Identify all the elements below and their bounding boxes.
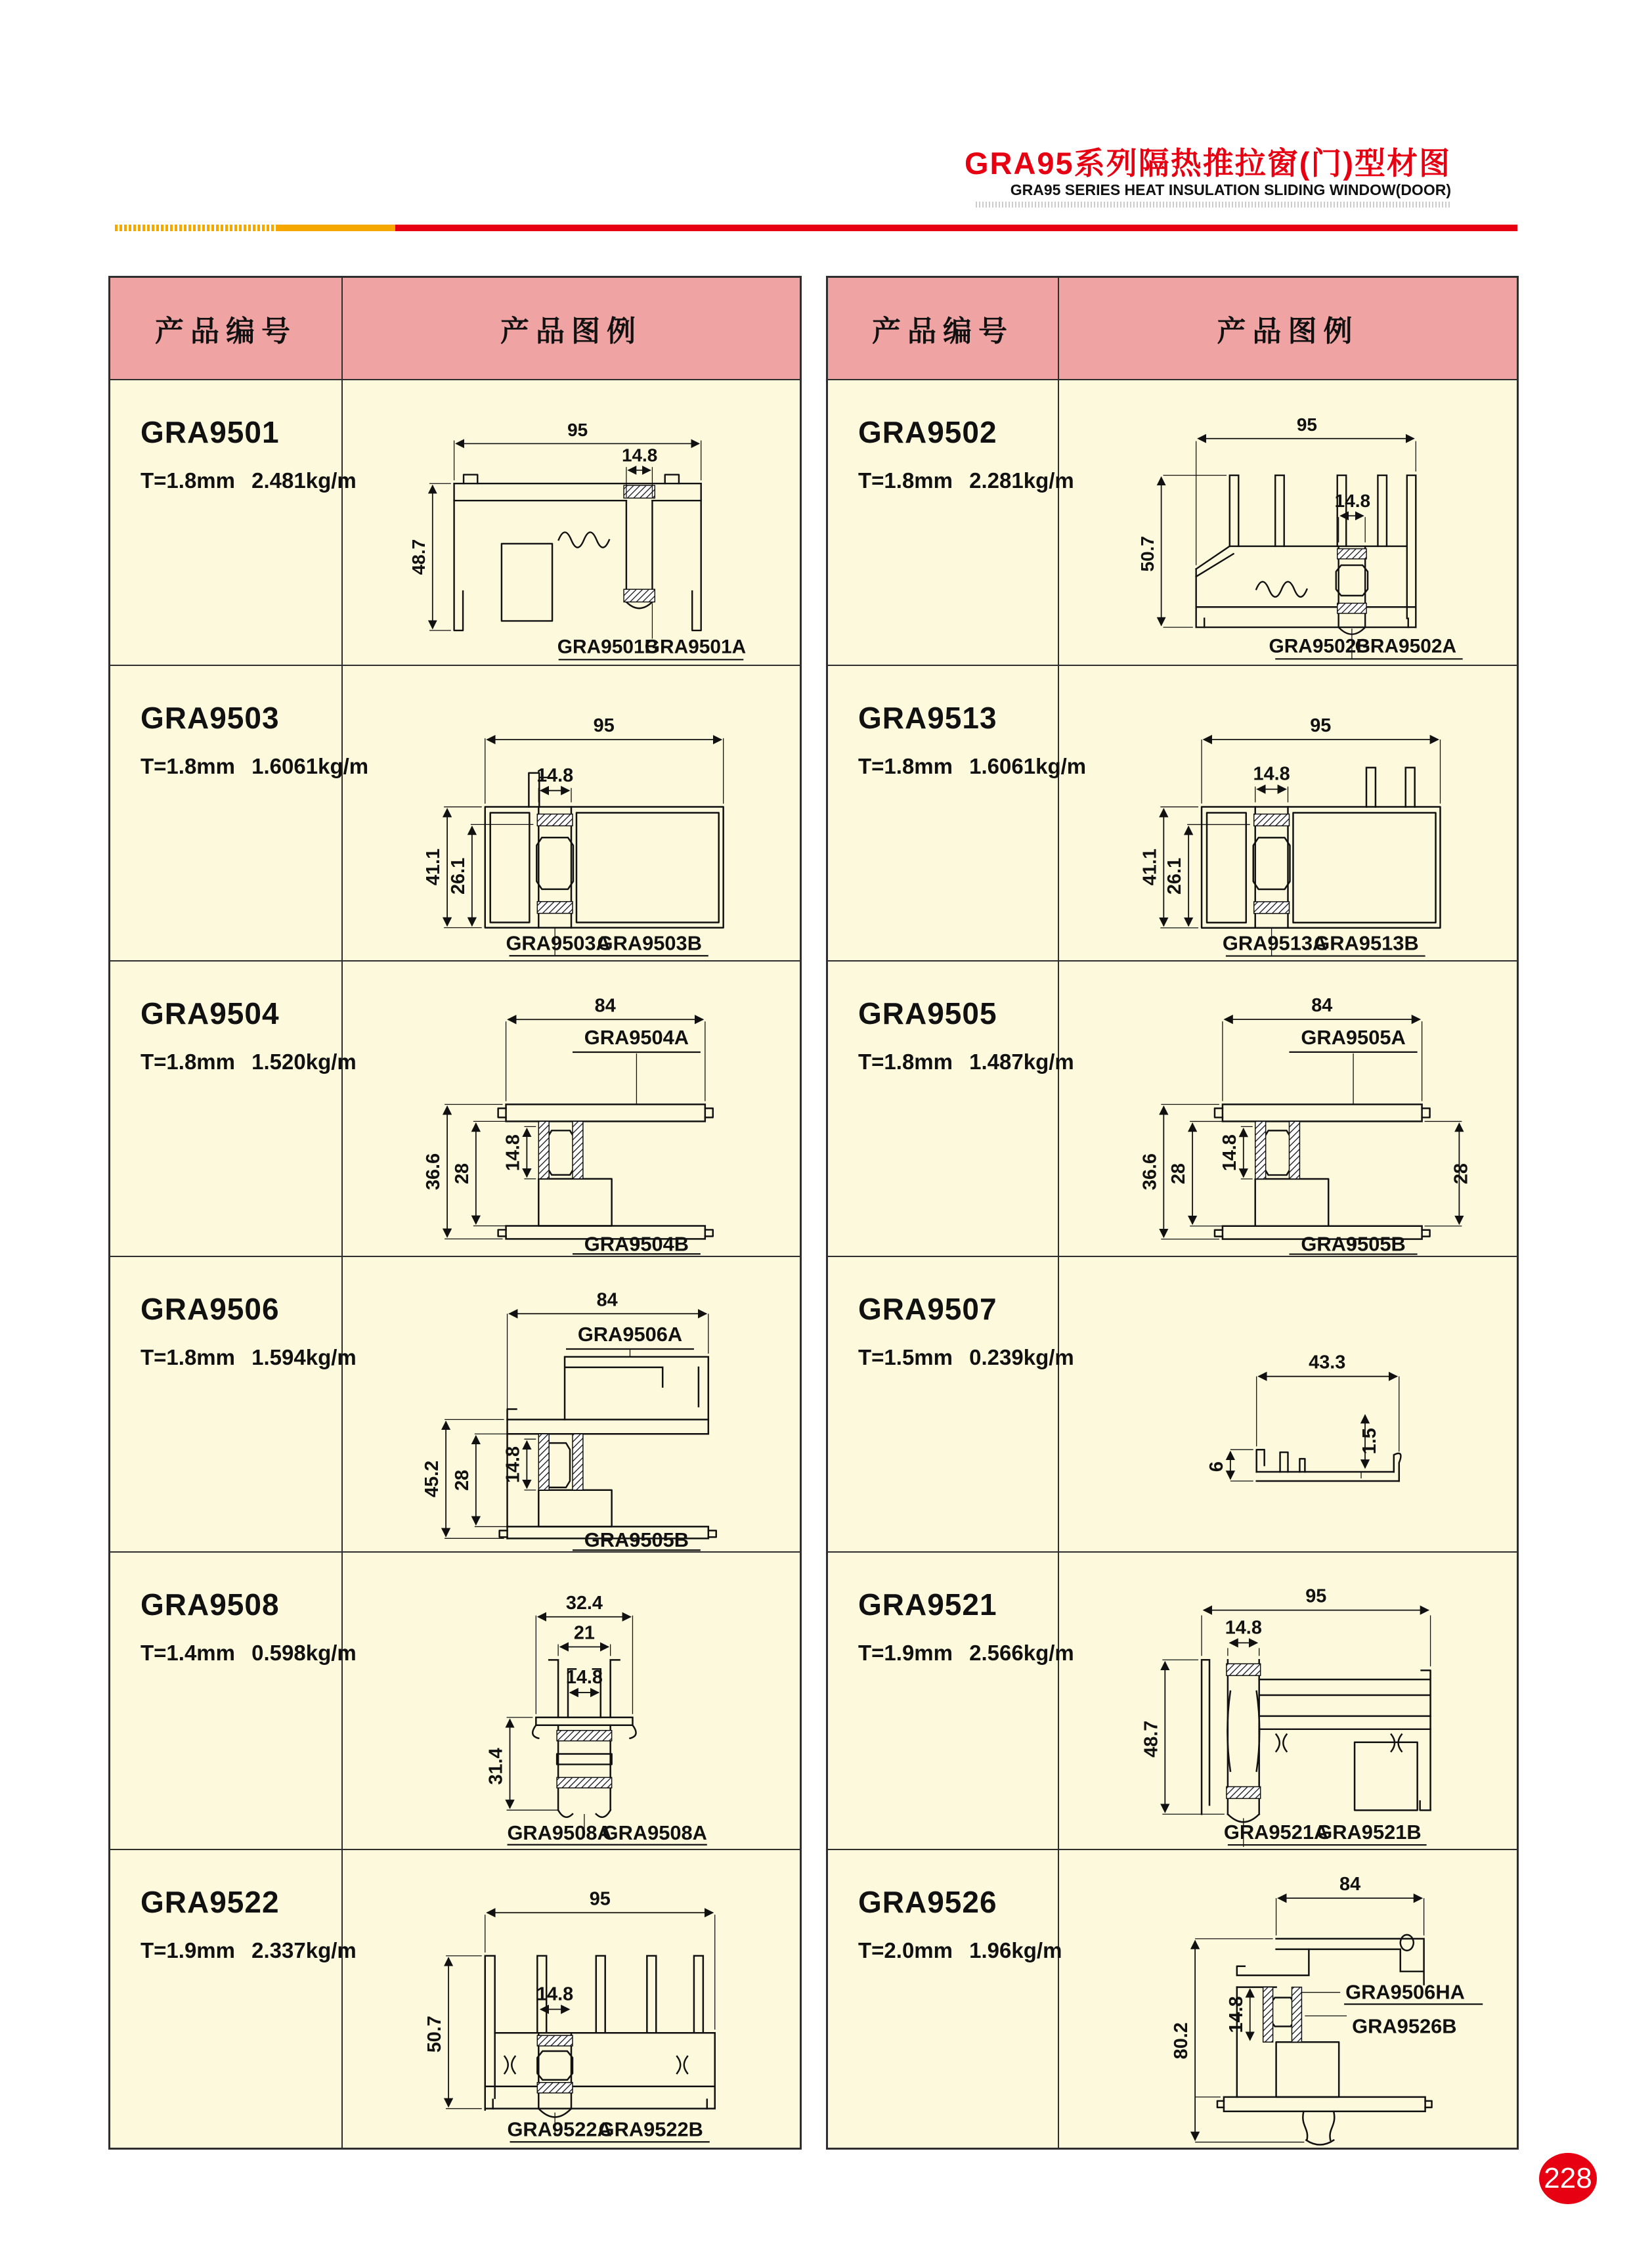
profile-label: GRA9503A — [506, 931, 611, 955]
table-row — [110, 379, 800, 665]
dim-label: 41.1 — [423, 848, 445, 886]
profile-drawing — [1059, 1257, 1517, 1551]
dim-label: 28 — [1450, 1163, 1472, 1185]
profile-drawing — [343, 1850, 800, 2148]
decor-red-bar — [395, 225, 1517, 231]
profile-label: GRA9522B — [598, 2117, 703, 2141]
header-product-drawing: 产品图例 — [1217, 315, 1359, 347]
product-spec: T=1.8mm 1.594kg/m — [141, 1345, 357, 1369]
profile-outline — [1215, 1105, 1430, 1239]
table-row — [828, 379, 1517, 665]
profile-label: GRA9502B — [1269, 635, 1370, 657]
dim-label: 36.6 — [423, 1153, 445, 1191]
page-number-badge: 228 — [1539, 2153, 1597, 2204]
product-spec: T=1.8mm 1.520kg/m — [141, 1050, 357, 1074]
dim-label: 26.1 — [447, 857, 469, 895]
profile-label: GRA9506HA — [1345, 1980, 1465, 2004]
profile-outline — [498, 1105, 713, 1239]
product-code: GRA9504 — [141, 996, 280, 1030]
dim-label: 48.7 — [1141, 1720, 1162, 1758]
profile-label: GRA9513A — [1222, 931, 1328, 955]
profile-label: GRA9501B — [557, 636, 659, 658]
profile-label: GRA9505B — [1301, 1232, 1406, 1256]
product-spec: T=1.4mm 0.598kg/m — [141, 1641, 357, 1665]
table-row — [110, 1849, 800, 2148]
dim-label: 50.7 — [424, 2016, 446, 2053]
profile-label: GRA9522A — [507, 2117, 612, 2141]
profile-outline — [454, 475, 701, 631]
dim-label: 14.8 — [565, 1667, 603, 1689]
product-code: GRA9502 — [858, 415, 997, 449]
profile-label: GRA9503B — [597, 931, 702, 955]
table-row — [110, 665, 800, 960]
dim-label: 45.2 — [422, 1460, 443, 1497]
dim-label: 14.8 — [1219, 1134, 1240, 1172]
profile-drawing — [1059, 1553, 1517, 1849]
product-spec: T=1.8mm 1.6061kg/m — [858, 754, 1087, 778]
dim-label: 28 — [451, 1162, 473, 1184]
dim-label: 28 — [1168, 1163, 1190, 1185]
profile-outline — [500, 1357, 716, 1538]
table-row — [828, 1551, 1517, 1849]
dim-label: 1.5 — [1359, 1428, 1380, 1455]
dim-label: 84 — [1311, 995, 1333, 1017]
dim-label: 14.8 — [1334, 490, 1371, 511]
profile-label: GRA9508A — [602, 1821, 707, 1844]
product-spec: T=1.8mm 1.487kg/m — [858, 1050, 1074, 1074]
dim-label: 6 — [1206, 1461, 1227, 1472]
profile-outline — [1196, 476, 1416, 634]
profile-drawing — [1059, 666, 1517, 960]
dim-label: 48.7 — [408, 539, 429, 575]
dim-label: 95 — [1305, 1585, 1327, 1607]
product-spec: T=1.8mm 2.281kg/m — [858, 468, 1074, 493]
decor-orange-bar — [277, 225, 395, 231]
product-code: GRA9521 — [858, 1587, 997, 1622]
dim-label: 28 — [451, 1469, 473, 1491]
dim-label: 43.3 — [1309, 1352, 1346, 1373]
header-product-code: 产品编号 — [828, 278, 1059, 379]
table-row — [110, 1256, 800, 1551]
product-code: GRA9522 — [141, 1885, 280, 1919]
profile-drawing — [1059, 962, 1517, 1256]
product-code: GRA9501 — [141, 415, 280, 449]
dim-label: 14.8 — [502, 1134, 524, 1172]
dim-label: 31.4 — [485, 1748, 507, 1785]
dim-label: 95 — [1310, 715, 1332, 737]
product-code: GRA9508 — [141, 1587, 280, 1622]
product-table-right — [826, 276, 1519, 2150]
dim-label: 95 — [589, 1888, 611, 1910]
dim-label: 14.8 — [1225, 1617, 1262, 1639]
profile-label: GRA9526B — [1352, 2014, 1457, 2038]
product-spec: T=1.9mm 2.337kg/m — [141, 1938, 357, 1962]
profile-drawing — [1059, 1850, 1517, 2148]
dim-label: 84 — [1339, 1874, 1361, 1895]
profile-label: GRA9508A — [507, 1821, 612, 1844]
profile-drawing — [343, 962, 800, 1256]
profile-outline — [1202, 768, 1440, 928]
product-spec: T=1.8mm 1.6061kg/m — [141, 754, 369, 778]
table-row — [110, 1551, 800, 1849]
profile-drawing — [343, 1553, 800, 1849]
page-subtitle: GRA95 SERIES HEAT INSULATION SLIDING WINDOW(DOOR) — [1010, 181, 1451, 198]
header-product-drawing: 产品图例 — [500, 315, 642, 347]
profile-label: GRA9501A — [644, 636, 747, 658]
page-title: GRA95系列隔热推拉窗(门)型材图 — [964, 146, 1451, 181]
profile-label: GRA9505A — [1301, 1025, 1406, 1049]
dim-label: 84 — [596, 1289, 618, 1311]
dim-label: 14.8 — [621, 445, 658, 466]
product-table-left — [108, 276, 802, 2150]
dim-label: 80.2 — [1171, 2022, 1192, 2060]
table-row — [110, 960, 800, 1256]
product-spec: T=1.9mm 2.566kg/m — [858, 1641, 1074, 1665]
product-code: GRA9503 — [141, 701, 280, 735]
dim-label: 14.8 — [536, 764, 574, 786]
table-header — [110, 278, 800, 379]
profile-drawing — [343, 1257, 800, 1551]
profile-outline — [485, 1956, 715, 2117]
profile-label: GRA9504B — [584, 1232, 689, 1256]
product-code: GRA9513 — [858, 701, 997, 735]
dim-label: 95 — [567, 419, 588, 440]
profile-label: GRA9502A — [1355, 635, 1457, 657]
product-spec: T=1.8mm 2.481kg/m — [141, 468, 357, 493]
dim-label: 84 — [594, 995, 616, 1017]
profile-drawing — [343, 380, 800, 665]
dim-label: 36.6 — [1139, 1153, 1161, 1191]
profile-label: GRA9505B — [584, 1528, 689, 1551]
product-code: GRA9507 — [858, 1292, 997, 1326]
profile-label: GRA9521A — [1223, 1821, 1329, 1844]
profile-label: GRA9504A — [584, 1026, 689, 1050]
profile-drawing — [1059, 380, 1517, 665]
dim-label: 50.7 — [1137, 536, 1158, 572]
dim-label: 95 — [1296, 414, 1317, 435]
dim-label: 14.8 — [536, 1983, 574, 2005]
dim-label: 14.8 — [1253, 763, 1290, 785]
decor-barcode-bar — [115, 225, 277, 231]
table-header — [828, 278, 1517, 379]
product-code: GRA9506 — [141, 1292, 280, 1326]
dim-label: 14.8 — [1225, 1996, 1247, 2033]
product-code: GRA9526 — [858, 1885, 997, 1919]
dim-label: 21 — [573, 1622, 595, 1644]
dim-label: 26.1 — [1164, 858, 1186, 895]
dim-label: 32.4 — [565, 1592, 603, 1614]
profile-outline — [485, 773, 724, 928]
dim-label: 95 — [593, 715, 615, 737]
header-product-code: 产品编号 — [110, 278, 343, 379]
table-row — [828, 665, 1517, 960]
product-code: GRA9505 — [858, 996, 997, 1030]
table-row — [828, 1849, 1517, 2148]
profile-label: GRA9506A — [577, 1323, 683, 1346]
profile-label: GRA9513B — [1314, 931, 1419, 955]
table-row — [828, 960, 1517, 1256]
profile-drawing — [343, 666, 800, 960]
dim-label: 41.1 — [1139, 849, 1161, 886]
decor-microtext-strip — [976, 202, 1451, 208]
table-row — [828, 1256, 1517, 1551]
product-spec: T=1.5mm 0.239kg/m — [858, 1345, 1074, 1369]
profile-label: GRA9521B — [1316, 1821, 1422, 1844]
product-spec: T=2.0mm 1.96kg/m — [858, 1938, 1062, 1962]
dim-label: 14.8 — [502, 1446, 524, 1484]
